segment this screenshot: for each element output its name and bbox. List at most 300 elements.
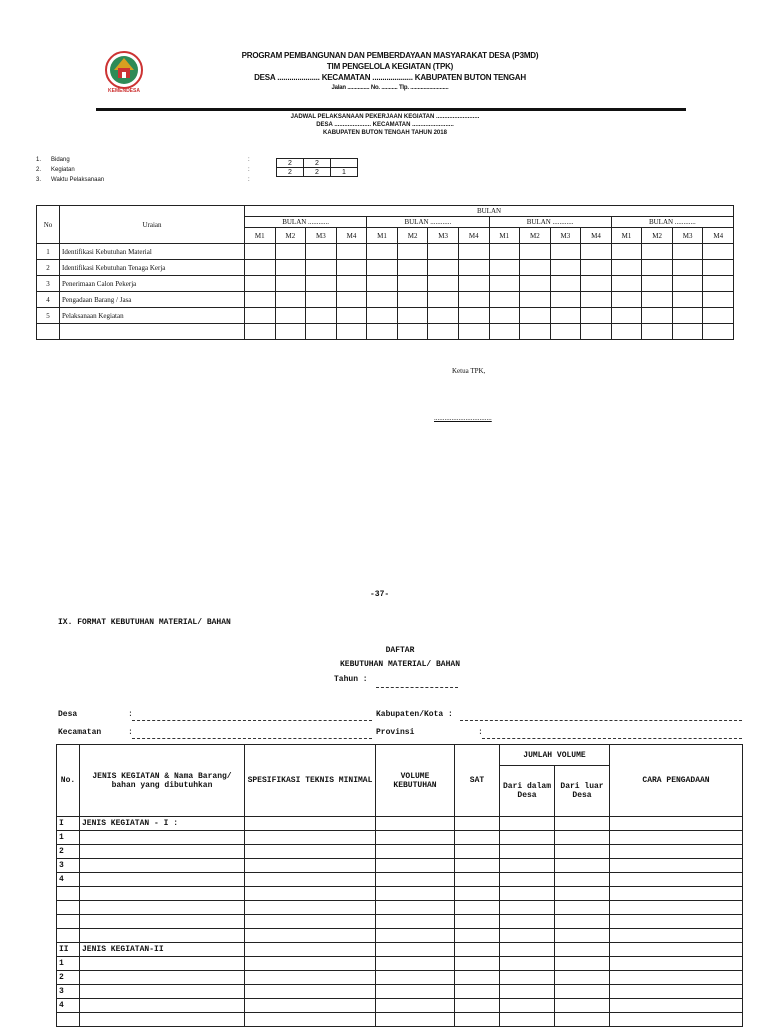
week-cell xyxy=(397,244,428,260)
mat-row-jenis xyxy=(80,915,245,929)
provinsi-label: Provinsi xyxy=(376,728,415,737)
week-cell xyxy=(428,292,459,308)
tpk-title: TIM PENGELOLA KEGIATAN (TPK) xyxy=(326,62,454,71)
mat-cell xyxy=(376,999,455,1013)
mat-cell xyxy=(555,1013,610,1027)
schedule-title-line3: KABUPATEN BUTON TENGAH TAHUN 2018 xyxy=(323,130,447,136)
street-line: Jalan ............... No. ........... Tlp. .......................... xyxy=(331,85,449,91)
week-cell xyxy=(397,292,428,308)
mat-row-jenis xyxy=(80,873,245,887)
week-cell xyxy=(581,244,612,260)
week-cell xyxy=(489,308,520,324)
mat-cell xyxy=(610,971,743,985)
week-cell xyxy=(397,276,428,292)
week-cell xyxy=(611,276,642,292)
week-cell xyxy=(336,244,367,260)
schedule-row xyxy=(37,260,734,276)
mat-cell xyxy=(555,901,610,915)
week-cell xyxy=(672,276,703,292)
mat-cell xyxy=(455,943,500,957)
week-cell xyxy=(245,324,276,340)
week-cell xyxy=(520,324,551,340)
mat-row-no: II xyxy=(57,943,80,957)
mat-cell xyxy=(376,1013,455,1027)
material-row xyxy=(57,873,743,887)
week-cell xyxy=(581,276,612,292)
week-cell xyxy=(367,324,398,340)
code-box: 2 xyxy=(304,168,331,177)
h-dalam: Dari dalam Desa xyxy=(500,766,555,817)
mat-cell xyxy=(245,971,376,985)
week-cell xyxy=(397,260,428,276)
bulan-sub-4: BULAN ............ xyxy=(611,217,733,228)
info-row-waktu xyxy=(36,177,376,187)
week-cell xyxy=(428,244,459,260)
mat-row-no xyxy=(57,1013,80,1027)
week-cell xyxy=(703,276,734,292)
week-cell xyxy=(611,244,642,260)
mat-cell xyxy=(555,971,610,985)
week-cell xyxy=(489,260,520,276)
week-cell xyxy=(672,260,703,276)
week-cell xyxy=(550,324,581,340)
schedule-row xyxy=(37,308,734,324)
mat-cell xyxy=(500,999,555,1013)
mat-row-no xyxy=(57,887,80,901)
week-cell xyxy=(245,260,276,276)
code-box: 1 xyxy=(331,168,358,177)
week-cell xyxy=(245,308,276,324)
mat-cell xyxy=(245,887,376,901)
header-divider xyxy=(96,108,686,111)
week-cell xyxy=(275,292,306,308)
info-num: 3. xyxy=(36,177,42,183)
material-row xyxy=(57,929,743,943)
mat-cell xyxy=(500,1013,555,1027)
section-heading: IX. FORMAT KEBUTUHAN MATERIAL/ BAHAN xyxy=(58,618,231,627)
mat-cell xyxy=(610,859,743,873)
mat-cell xyxy=(455,915,500,929)
bulan-sub-3: BULAN ............ xyxy=(489,217,611,228)
material-row xyxy=(57,831,743,845)
code-box: 2 xyxy=(277,159,304,168)
mat-cell xyxy=(376,943,455,957)
mat-cell xyxy=(610,943,743,957)
week-label: M3 xyxy=(672,228,703,244)
mat-row-jenis: JENIS KEGIATAN-II xyxy=(80,943,245,957)
material-row xyxy=(57,887,743,901)
week-cell xyxy=(703,324,734,340)
mat-cell xyxy=(500,873,555,887)
week-cell xyxy=(611,260,642,276)
week-cell xyxy=(489,292,520,308)
week-cell xyxy=(611,292,642,308)
week-cell xyxy=(550,308,581,324)
mat-cell xyxy=(455,929,500,943)
kecamatan-colon: : xyxy=(128,728,133,737)
schedule-row xyxy=(37,324,734,340)
material-row xyxy=(57,1013,743,1027)
week-cell xyxy=(520,308,551,324)
week-cell xyxy=(275,244,306,260)
week-label: M2 xyxy=(275,228,306,244)
mat-row-jenis xyxy=(80,831,245,845)
week-cell xyxy=(550,244,581,260)
week-cell xyxy=(245,244,276,260)
material-row xyxy=(57,971,743,985)
col-bulan-header: BULAN xyxy=(245,206,734,217)
code-boxes xyxy=(276,158,358,177)
row-uraian: Identifikasi Kebutuhan Material xyxy=(60,244,245,260)
mat-row-no xyxy=(57,929,80,943)
material-row xyxy=(57,943,743,957)
mat-cell xyxy=(500,901,555,915)
mat-cell xyxy=(555,859,610,873)
mat-cell xyxy=(455,971,500,985)
mat-cell xyxy=(500,845,555,859)
schedule-title-line1: JADWAL PELAKSANAAN PEKERJAAN KEGIATAN .......................... xyxy=(290,114,480,120)
h-cara: CARA PENGADAAN xyxy=(610,745,743,817)
week-cell xyxy=(275,324,306,340)
mat-cell xyxy=(500,887,555,901)
week-cell xyxy=(703,308,734,324)
info-num: 2. xyxy=(36,167,42,173)
week-cell xyxy=(336,324,367,340)
week-cell xyxy=(245,292,276,308)
info-label: Kegiatan xyxy=(51,167,75,173)
row-uraian xyxy=(60,324,245,340)
mat-cell xyxy=(376,817,455,831)
material-row xyxy=(57,901,743,915)
mat-cell xyxy=(245,831,376,845)
h-jumlah: JUMLAH VOLUME xyxy=(500,745,610,766)
mat-cell xyxy=(245,929,376,943)
mat-row-jenis xyxy=(80,901,245,915)
material-row xyxy=(57,985,743,999)
week-cell xyxy=(642,324,673,340)
mat-row-jenis xyxy=(80,887,245,901)
mat-row-jenis xyxy=(80,845,245,859)
week-cell xyxy=(642,308,673,324)
mat-cell xyxy=(376,831,455,845)
material-row xyxy=(57,957,743,971)
mat-cell xyxy=(610,999,743,1013)
week-cell xyxy=(428,308,459,324)
week-label: M2 xyxy=(397,228,428,244)
mat-cell xyxy=(245,845,376,859)
row-no: 3 xyxy=(37,276,60,292)
mat-cell xyxy=(455,817,500,831)
info-label: Bidang xyxy=(51,157,70,163)
tahun-label: Tahun : xyxy=(334,675,368,684)
desa-colon: : xyxy=(128,710,133,719)
kemendesa-logo xyxy=(96,50,152,98)
mat-cell xyxy=(245,1013,376,1027)
mat-row-jenis xyxy=(80,957,245,971)
week-cell xyxy=(581,292,612,308)
address-line: DESA ..................... KECAMATAN .................... KABUPATEN BUTON TENGAH xyxy=(254,73,526,82)
week-cell xyxy=(550,260,581,276)
week-cell xyxy=(703,292,734,308)
info-colon: : xyxy=(248,157,250,163)
mat-row-jenis xyxy=(80,859,245,873)
week-cell xyxy=(245,276,276,292)
row-uraian: Identifikasi Kebutuhan Tenaga Kerja xyxy=(60,260,245,276)
logo-text: KEMENDESA xyxy=(108,88,140,94)
week-cell xyxy=(458,276,489,292)
mat-cell xyxy=(455,985,500,999)
mat-row-no xyxy=(57,915,80,929)
info-colon: : xyxy=(248,167,250,173)
mat-cell xyxy=(455,1013,500,1027)
mat-cell xyxy=(455,901,500,915)
week-cell xyxy=(367,276,398,292)
mat-cell xyxy=(610,817,743,831)
week-cell xyxy=(489,276,520,292)
mat-cell xyxy=(376,971,455,985)
mat-cell xyxy=(245,957,376,971)
mat-cell xyxy=(245,943,376,957)
h-sat: SAT xyxy=(455,745,500,817)
program-title: PROGRAM PEMBANGUNAN DAN PEMBERDAYAAN MASYARAKAT DESA (P3MD) xyxy=(241,51,539,60)
mat-row-no: 1 xyxy=(57,831,80,845)
week-cell xyxy=(367,260,398,276)
mat-cell xyxy=(610,915,743,929)
mat-row-no: 3 xyxy=(57,985,80,999)
kecamatan-line xyxy=(132,738,372,739)
week-cell xyxy=(520,260,551,276)
mat-row-jenis xyxy=(80,1013,245,1027)
row-uraian: Pelaksanaan Kegiatan xyxy=(60,308,245,324)
h-jenis: JENIS KEGIATAN & Nama Barang/ bahan yang dibutuhkan xyxy=(80,745,245,817)
h-no: No. xyxy=(57,745,80,817)
mat-cell xyxy=(500,817,555,831)
week-label: M2 xyxy=(520,228,551,244)
provinsi-line xyxy=(482,738,742,739)
week-cell xyxy=(611,324,642,340)
desa-label: Desa xyxy=(58,710,78,719)
bulan-sub-2: BULAN ............ xyxy=(367,217,489,228)
mat-row-no: 4 xyxy=(57,999,80,1013)
week-cell xyxy=(367,244,398,260)
signature-name-line: ................................. xyxy=(434,414,492,422)
code-box: 2 xyxy=(277,168,304,177)
mat-cell xyxy=(555,817,610,831)
week-cell xyxy=(642,276,673,292)
week-cell xyxy=(458,324,489,340)
mat-cell xyxy=(500,915,555,929)
week-cell xyxy=(611,308,642,324)
mat-cell xyxy=(500,971,555,985)
week-cell xyxy=(397,308,428,324)
mat-cell xyxy=(455,887,500,901)
page-number: -37- xyxy=(370,590,390,599)
week-cell xyxy=(520,276,551,292)
letterhead xyxy=(180,50,600,94)
material-row xyxy=(57,845,743,859)
week-label: M1 xyxy=(367,228,398,244)
mat-cell xyxy=(376,887,455,901)
mat-row-jenis: JENIS KEGIATAN - I : xyxy=(80,817,245,831)
kabupaten-label: Kabupaten/Kota : xyxy=(376,710,453,719)
mat-cell xyxy=(610,957,743,971)
week-cell xyxy=(336,260,367,276)
mat-row-no: I xyxy=(57,817,80,831)
mat-cell xyxy=(376,985,455,999)
week-cell xyxy=(458,292,489,308)
week-label: M4 xyxy=(336,228,367,244)
mat-cell xyxy=(455,999,500,1013)
week-cell xyxy=(672,292,703,308)
week-cell xyxy=(336,308,367,324)
section-title-2: KEBUTUHAN MATERIAL/ BAHAN xyxy=(339,660,461,669)
week-cell xyxy=(336,292,367,308)
mat-cell xyxy=(610,929,743,943)
mat-cell xyxy=(610,985,743,999)
mat-row-jenis xyxy=(80,971,245,985)
week-cell xyxy=(367,308,398,324)
mat-cell xyxy=(610,887,743,901)
week-cell xyxy=(306,260,337,276)
week-cell xyxy=(367,292,398,308)
week-cell xyxy=(275,276,306,292)
code-box xyxy=(331,159,358,168)
mat-cell xyxy=(376,915,455,929)
bulan-sub-1: BULAN ............ xyxy=(245,217,367,228)
mat-cell xyxy=(500,957,555,971)
mat-cell xyxy=(610,873,743,887)
mat-cell xyxy=(610,845,743,859)
week-cell xyxy=(550,276,581,292)
mat-cell xyxy=(376,901,455,915)
mat-cell xyxy=(245,817,376,831)
mat-row-no: 2 xyxy=(57,971,80,985)
schedule-title xyxy=(200,113,570,137)
info-label: Waktu Pelaksanaan xyxy=(51,177,105,183)
week-cell xyxy=(520,292,551,308)
week-cell xyxy=(489,244,520,260)
week-cell xyxy=(642,260,673,276)
week-label: M4 xyxy=(703,228,734,244)
mat-cell xyxy=(500,859,555,873)
week-cell xyxy=(520,244,551,260)
mat-cell xyxy=(245,859,376,873)
week-cell xyxy=(428,276,459,292)
section-title-1: DAFTAR xyxy=(385,646,415,655)
row-no xyxy=(37,324,60,340)
week-cell xyxy=(703,244,734,260)
week-label: M3 xyxy=(306,228,337,244)
week-cell xyxy=(306,292,337,308)
row-no: 4 xyxy=(37,292,60,308)
mat-cell xyxy=(455,831,500,845)
signature-title: Ketua TPK, xyxy=(452,367,486,375)
week-label: M1 xyxy=(245,228,276,244)
mat-cell xyxy=(376,929,455,943)
mat-cell xyxy=(376,845,455,859)
mat-cell xyxy=(455,859,500,873)
week-label: M3 xyxy=(428,228,459,244)
week-cell xyxy=(458,260,489,276)
h-volume: VOLUME KEBUTUHAN xyxy=(376,745,455,817)
row-no: 2 xyxy=(37,260,60,276)
h-luar: Dari luar Desa xyxy=(555,766,610,817)
week-cell xyxy=(306,276,337,292)
material-table xyxy=(56,744,743,1027)
mat-cell xyxy=(555,887,610,901)
week-cell xyxy=(672,244,703,260)
row-uraian: Penerimaan Calon Pekerja xyxy=(60,276,245,292)
week-cell xyxy=(306,244,337,260)
mat-cell xyxy=(555,957,610,971)
mat-cell xyxy=(555,999,610,1013)
mat-cell xyxy=(376,873,455,887)
mat-cell xyxy=(610,831,743,845)
schedule-row xyxy=(37,292,734,308)
mat-cell xyxy=(500,943,555,957)
kecamatan-label: Kecamatan xyxy=(58,728,102,737)
week-cell xyxy=(581,260,612,276)
schedule-table xyxy=(36,205,734,340)
material-row xyxy=(57,859,743,873)
kabupaten-line xyxy=(460,720,742,721)
row-uraian: Pengadaan Barang / Jasa xyxy=(60,292,245,308)
row-no: 5 xyxy=(37,308,60,324)
mat-cell xyxy=(245,901,376,915)
mat-cell xyxy=(455,957,500,971)
week-cell xyxy=(306,308,337,324)
week-label: M2 xyxy=(642,228,673,244)
week-cell xyxy=(397,324,428,340)
mat-row-no: 4 xyxy=(57,873,80,887)
week-cell xyxy=(672,308,703,324)
code-box: 2 xyxy=(304,159,331,168)
mat-cell xyxy=(555,831,610,845)
week-cell xyxy=(672,324,703,340)
row-no: 1 xyxy=(37,244,60,260)
mat-cell xyxy=(500,929,555,943)
material-row xyxy=(57,817,743,831)
mat-row-no: 3 xyxy=(57,859,80,873)
mat-cell xyxy=(455,845,500,859)
mat-row-jenis xyxy=(80,929,245,943)
material-row xyxy=(57,915,743,929)
week-cell xyxy=(336,276,367,292)
week-cell xyxy=(428,324,459,340)
mat-cell xyxy=(376,859,455,873)
week-cell xyxy=(489,324,520,340)
mat-cell xyxy=(500,985,555,999)
week-cell xyxy=(275,260,306,276)
week-cell xyxy=(581,324,612,340)
week-cell xyxy=(306,324,337,340)
mat-cell xyxy=(555,845,610,859)
mat-cell xyxy=(555,929,610,943)
week-cell xyxy=(703,260,734,276)
week-cell xyxy=(428,260,459,276)
info-num: 1. xyxy=(36,157,42,163)
mat-row-no xyxy=(57,901,80,915)
mat-cell xyxy=(245,873,376,887)
week-cell xyxy=(642,292,673,308)
mat-cell xyxy=(455,873,500,887)
mat-cell xyxy=(376,957,455,971)
week-cell xyxy=(642,244,673,260)
week-cell xyxy=(458,308,489,324)
week-label: M4 xyxy=(581,228,612,244)
mat-cell xyxy=(610,901,743,915)
mat-row-jenis xyxy=(80,985,245,999)
